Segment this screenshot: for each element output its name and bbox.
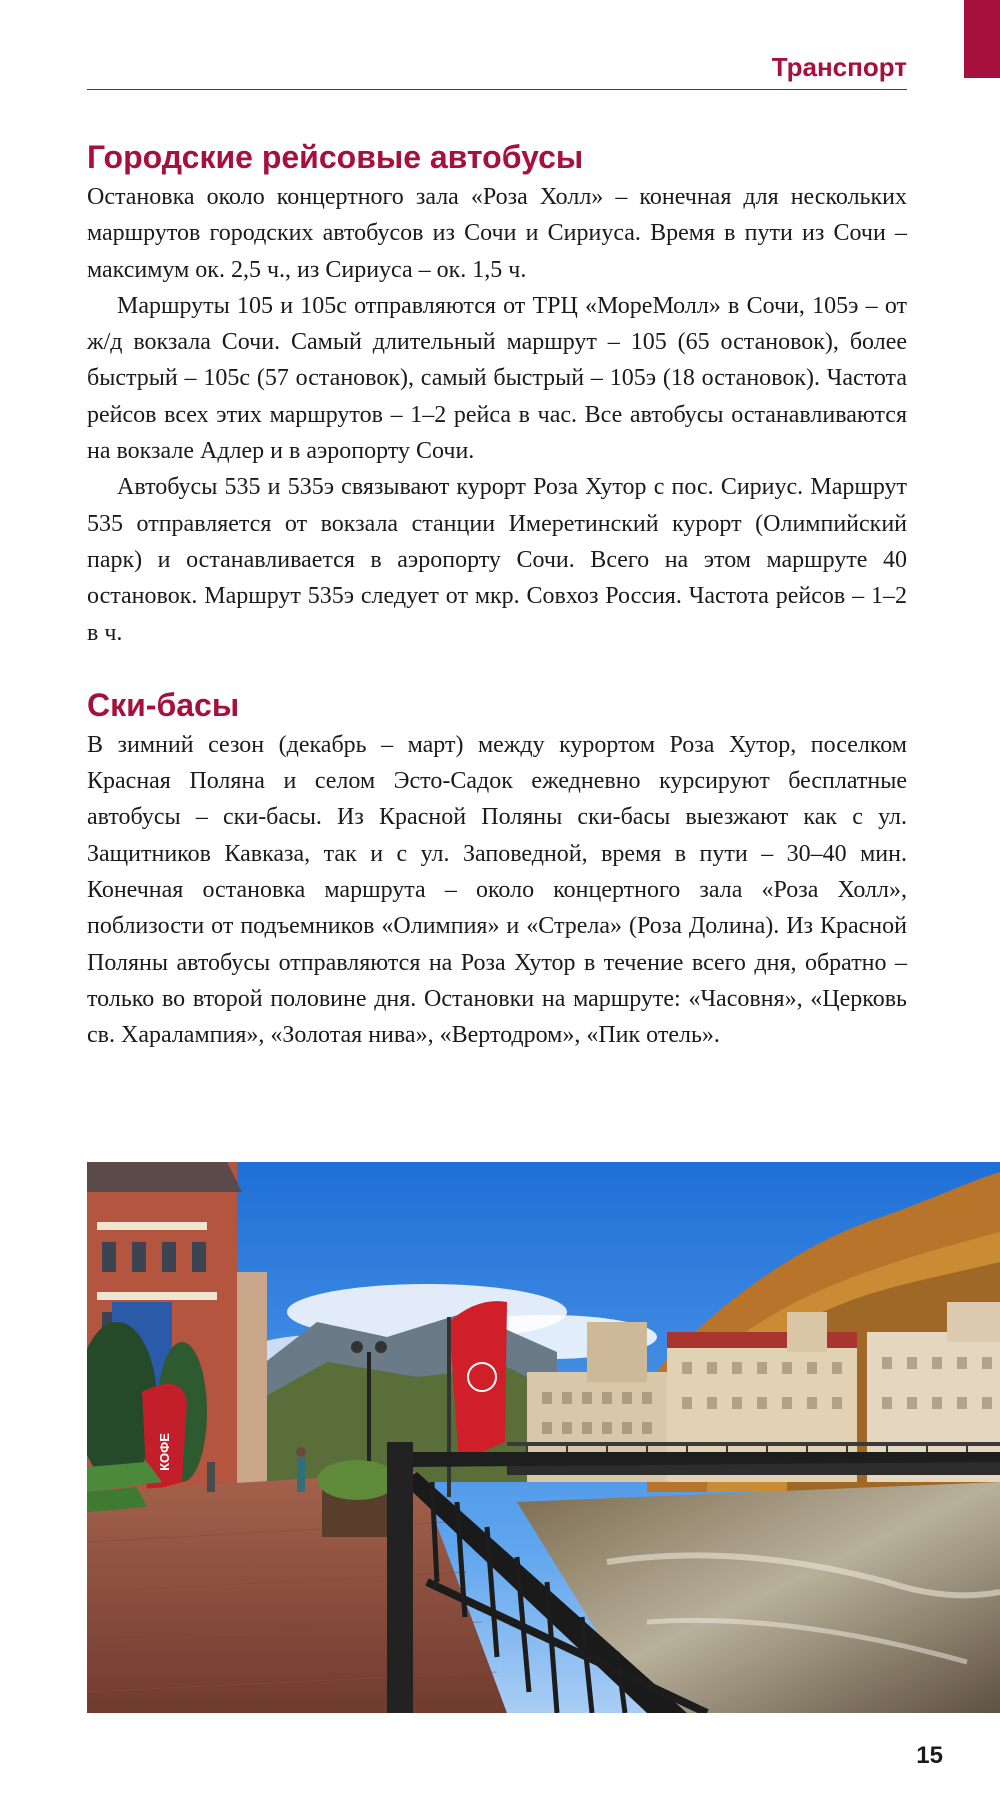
running-header-title: Транспорт — [771, 52, 907, 82]
paragraph: Остановка около концертного зала «Роза Холл» – конечная для нескольких маршрутов городских автобусов из Сочи и Сириуса. Время в пути из Сочи – максимум ок. 2,5 ч., из Сириуса – ок. 1,5 ч. — [87, 184, 907, 283]
cafe-banner-text: КОФЕ — [157, 1433, 172, 1471]
section-ski-buses — [87, 683, 907, 1054]
header-divider — [87, 89, 907, 90]
section-city-buses — [87, 135, 907, 651]
paragraph: В зимний сезон (декабрь – март) между курортом Роза Хутор, поселком Красная Поляна и селом Эсто-Садок ежедневно курсируют бесплатные автобусы – ски-басы. Из Красной Поляны ски-басы выезжают как с ул. Защитников Кавказа, так и с ул. Заповедной, время в пути – 30–40 мин. Конечная остановка маршрута – около концертного зала «Роза Холл», поблизости от подъемников «Олимпия» и «Стрела» (Роза Долина). Из Красной Поляны автобусы отправляются на Роза Хутор в течение всего дня, обратно – только во второй половине дня. Остановки на маршруте: «Часовня», «Церковь св. Харалампия», «Золотая нива», «Вертодром», «Пик отель». — [87, 731, 907, 1049]
section-title-city-buses: Городские рейсовые автобусы — [87, 139, 584, 175]
paragraph: Маршруты 105 и 105с отправляются от ТРЦ «МореМолл» в Сочи, 105э – от ж/д вокзала Сочи. Самый длительный маршрут – 105 (65 остановок), более быстрый – 105с (57 остановок), самый быстрый – 105э (18 остановок). Частота рейсов всех этих маршрутов – 1–2 рейса в час. Все автобусы останавливаются на вокзале Адлер и в аэропорту Сочи. — [87, 292, 907, 465]
paragraph: Автобусы 535 и 535э связывают курорт Роза Хутор с пос. Сириус. Маршрут 535 отправляется от вокзала станции Имеретинский курорт (Олимпийский парк) и останавливается в аэропорту Сочи. Всего на этом маршруте 40 остановок. Маршрут 535э следует от мкр. Совхоз Россия. Частота рейсов – 1–2 в ч. — [87, 474, 907, 646]
chapter-tab-marker — [964, 0, 1000, 78]
resort-photo — [87, 1162, 1000, 1713]
page-content — [87, 135, 907, 1054]
page-number: 15 — [916, 1742, 943, 1769]
section-title-ski-buses: Ски-басы — [87, 686, 240, 723]
